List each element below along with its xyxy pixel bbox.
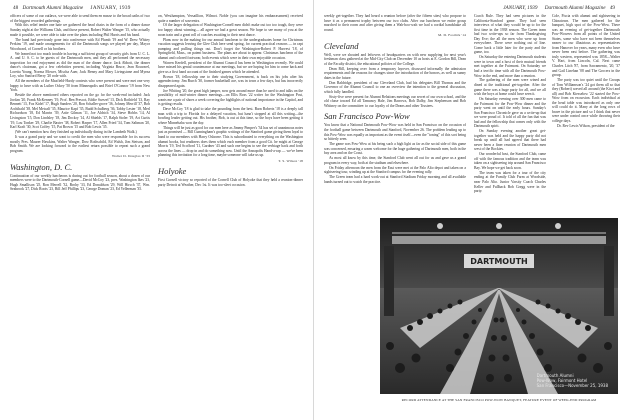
paragraph: The team was taken for a tour of the city ending at the Family Club Farm at Woodside, near Palo Alto. Junior Varsity Coach Charles Keller and Fullback Bob Gregg were in the party. <box>474 170 546 194</box>
paragraph: Joe Whiting '20, the great high jumper, now gets around more than he used to and talks on the possibility of mid-winter dinner meetings—on Ellis Ross '22 writer for the Washington Post, wants me a pair of shoes a week covering the highlights of national importance in the Capitol, and is getting results. <box>158 88 303 107</box>
paragraph: (We can't mention how they finished up individually dining in the Lambeth Walk.) <box>15 130 137 135</box>
paragraph: Well, were we shouted and leftovers of headquarters on with new supplying for next year's freshman class gathered at the Mid-City Club on December 10 as hosts at E. Gordon Bill, Dean of the Faculty district, the educational policies of the College. <box>324 52 466 66</box>
issue-date: JANUARY, 1939 <box>503 5 538 11</box>
paragraph: We leaned not too much trouble in having a sufficient group of security girls from U. C. L. A. and U. S. C. to be guests of the Dartmouth men, and they all performed the necessary inspection for real enjoyment as did the man of the dinner dance. Jack Abbott, the dinner dance's chairman, got a few celebrities present, including Virginia Bruce, Jean Rouvarel, Loretta Young, Norma Mower, Mischa Auer, Jack Benny and Mary Livingstone and Myrna Loy, who Sanford Berry '20 rode with. <box>10 51 150 79</box>
page-number: 48 <box>13 5 19 11</box>
signature: M. D. Fosdick '14 <box>438 33 466 38</box>
column-5 <box>552 14 620 214</box>
paragraph: Don Baldridge, president of our Cleveland Club, had his delegates Bill Thomas and the Governor of the Alumni Council to one an overview the intention to the general discussion, which fully handled. <box>324 80 466 94</box>
paragraph: The Green team had a hard work-out at Stanford Stadium Friday morning and all available hands turned out to watch the practice. <box>324 175 466 184</box>
section-heading-san-francisco: San Francisco Pow-Wow <box>324 111 410 122</box>
paragraph: Our wonderful host, the Stanford Club, came off with the famous tradition and the team was taken on a sightseeing trip around San Francisco Bay. We hope we get back soon. <box>474 152 546 170</box>
paragraph: You know that a National Dartmouth Pow-Wow was held in San Francisco on the occasion of the football game between Dartmouth and Stanford, November 26. The problem leading up to this Pow-Wow was equally as important as the event itself—even the "toning" of this sort being so bitterly seen. <box>324 123 466 142</box>
paragraph: Cole, Fiscia with alumni and sightseeing in Chinatown. The men gathered for the banquet, high spot of the Pow-Wow. There was an evening of get-together Dartmouth Pow-Wowers from all points of the United States, some who have not been themselves nearer to our illustrious as representatives from Hanover for years, many even who have never been east before. The gathering was truly western, represented was 1858—Walter V. Hart, from Lincoln, Cal. Next came Charles Litch '87, from Sacramento, '20, '37 and Gail Linehan '08 and The Grocers in the group. <box>552 14 620 78</box>
paragraph: Plans now in the making for our annual luncheon to the undergraduates home for Christmas vacation suggests leaving the Glee Club here send spring, for current practical reasons — in rapt pumping and pulling things out. Don't forget the Washington-Robert P. Harvest '18, of Springfield, Mass., on patent business. The plans are about to appear. Christmas luncheon of the alumni and colored footwear, both events which were in their own enjoyable occasion. <box>158 37 303 60</box>
photo-inset-caption: Dartmouth Alumni Pow-Wow, Fairmont Hotel San Francisco—November 25, 1938 <box>536 373 608 388</box>
section-heading-cleveland: Cleveland <box>324 40 359 51</box>
column-1 <box>10 14 150 414</box>
paragraph: Continuation of our weekly luncheons is during out for football season, about a dozen of our members were to the Dartmouth-Cornell game—David McCoy '23, pres. Washington Ikes '23, Hugh Smallison '25, Ron Merrell '32, Brohy '33, Ed Donaldson '29, Will Hirsch '37, Wm. Seabrook '27, Dick Roots '23, Bill Jeff Phillips '23, George Doman '23, Ed Yellerman '35. <box>10 173 150 192</box>
paragraph: With this relief tender one hate we gathered the head chairs in the form of a dinner dance Sunday night at the Williams Club, and those present, Robert Walter Wanger '15, who actually made it possible, we were able to take over the plans including Phil Harris and his band. <box>10 23 150 37</box>
paragraph: On Saturday the entering Dartmouth students were in town and a host of their mutual friends met together at the Fairmont. On Saturday we had a terrific time with all the Dartmouth Pow-Wow in the end, and more than a reunion. <box>474 55 546 78</box>
paragraph: As most all know by this time, the Stanford Club went all out for us and gave us a grand program in every way, both at the stadium and elsewhere. <box>324 156 466 165</box>
paragraph: officers of some of our outlaws, we were able to send them en masse to the broad oaths of two of the biggest recorded gatherings. <box>10 14 150 23</box>
section-heading-washington: Washington, D. C. <box>10 161 73 172</box>
magazine-title: Dartmouth Alumni Magazine <box>22 5 84 11</box>
paragraph: weekly get-together. They had heard a reunion before (after the fifteen sites) who propose to have it as a permanent trophy between our two clubs. After our luncheon we entire group marched to their room and after giving them a Wah-hoo-wah we had a cordial handshake all round. <box>324 14 466 32</box>
paragraph: On Sunday evening another great get-together was held and the happy party did not break up until all had agreed that there had never been a finer reunion of Dartmouth men west of the Rockies. <box>474 129 546 152</box>
svg-text:DARTMOUTH: DARTMOUTH <box>470 257 528 266</box>
page-number: 49 <box>609 5 615 11</box>
banquet-photo-illustration <box>380 218 618 394</box>
signature: Walter D. Douglas II '33 <box>112 154 150 159</box>
paragraph: First Cornell victory so reported of the Cornell Club of Holyoke that they held a reunion-dinner party Detroit at Weather, Dec 1st. It was too-sleet occasion. <box>158 178 303 187</box>
running-header-left <box>10 5 131 11</box>
paragraph: Of the larger delegation of Washington-Cornell men didn't make out too too tough, they were too happy about winning— all agree we had a great season. We hope to see many of you at the noon train and a great roll of coaches awaiting to their next dance. <box>158 23 303 37</box>
paragraph: The gathering of the men were wined and dined at the traditional get-together. After the game there was a huge party for all, and we all wish the boys at home could have seen it. <box>474 78 546 97</box>
column-2 <box>158 14 303 414</box>
paragraph: On Saturday evening over 300 men came to the Fairmont for the Pow-Wow dinner and the party went on until the early hours. Sunday's San Francisco Chronicle gave us a write-up that we were proud of. It told of all the fun that was had and the fellowship that comes only with the Dartmouth spirit. <box>474 97 546 129</box>
paragraph: Warren Kerdell, president of the Alumni Council has been in Washington recently. We could have missed his genial countenance at our meetings, but we are hoping for him to come back and give us a first hand account of the finished games which he attended. <box>158 60 303 74</box>
paragraph: Dr. Rev Lewis Wilson, president of the <box>557 123 615 128</box>
issue-date: JANUARY, 1939 <box>90 5 131 11</box>
paragraph: Beside the above mentioned others reported on the go for the week-end included: Jack Jordan '20, Frank McKenney '19, Prof. Ben Prescot, Eddie Swezel '13, Dick Rothfeld '13, Ray Bennett '13, Fox Kidel '17, Hugh Sanders '20, Ron Schaller-grove '36, Johnny Merrill '37, Bob Archibald '38, Mel Metcalf '35, Maurice Kapf '35, Budd Schulberg '36, Tabby Lester '18, Merl Richardson '18, Ed Marrin '39, Artie Gilman '11, Joe Aldrich '34, Steve Hobbs '14, Al Livingston '15, Don Lindsley '18, Jim Dockry '14, Al Shields '17, Ralph Stoler '19, Art Curtis '19, Lou Tonker '29, Charlie Baxter '38, Robert Harper '17, Allen Fried '34, Tom Saltman '20, Karl Kraft '30, Scot Coffey '15, Pat Brown '15 and Bob Lewis '35. <box>10 93 150 130</box>
signature: T. S. Wilson '18 <box>278 158 303 163</box>
paragraph: Sixty-five were present for Alumni Relations meetings our secret of our own school, and the old chase toward Ed all Tamuncy Hale, Jim Barrows, Bob Dalby, Jim Stephenson and Bob Whitney on the committee: to our loyalty of the Deans and other Trustees. <box>324 94 466 108</box>
column-4 <box>474 14 546 214</box>
photo-caption: RECORD ATTENDANCE AT THE SAN FRANCISCO POW-WOW BANQUET, FEATURE EVENT OF WEEK-END PROGRAM <box>401 398 597 402</box>
running-header-right <box>503 5 618 11</box>
paragraph: Brown '18, fellowship one to their studying Government, is back on his jobs after his appendectomy. Jim Burch '30, former basketball ace, was in town a few days, but has incorrectly disappeared again. <box>158 74 303 88</box>
paragraph: on, Westhampton, Versaillion, Wilmot. Noble (you can imagine his embarrassment) received quite a number of souvenirs. <box>158 14 303 23</box>
paragraph: Things will be just as good for our men here as Jimmy Pimper's '34 has set of unanimous notes just as promised — Bill Cunningham's graphic writings of the Stanford game giving them loyal to hand to our members with Harry Osborne. This is subordinated to everything on the Washington alumni books, but readiness does them which each member from a good Cit. he might at George Morris '19, Ted Scofford '11, Gardner '43 and such one begins to see the verbiage back and forth across the lines — drop in and do something now. Until the Annapolis Hand-a-rap — we've been planning this invitation for a long time, maybe someone will take us up. <box>158 125 303 158</box>
paragraph: It was a grand party and we want to credit the men who were responsible for its success mostly Pres. Maurer Hawkins, Walter Wanger, Dow Rothschild, Ed Walsh, Jim Stetson, and Bob Smith. We are looking forward to the earliest return possible to repeat such a grand program. <box>10 134 150 153</box>
paragraph: On Friday afternoon the men from the East were met at the Palo Alto depot and taken on a sightseeing tour, winding up at the Stanford campus for the evening rally. <box>324 165 466 175</box>
paragraph: The game was Pow-Wow at his being such a high light as far as the social side of this game was concerned, ensuring a warm welcome for the huge gathering of Dartmouth men, both in the bay area and on the Coast. <box>324 142 466 156</box>
section-heading-holyoke: Holyoke <box>158 166 187 177</box>
paragraph: Coach Rule. They had seen pictures in the California-Stanford game. They had seen interviews of what they would be up to for the first time in the 1938 season. The Green team had two write-ups so far from Thanksgiving Day Eve; the all the men who were up from everywhere. There were nothing out of line. Come back a little later for the party and the game, too. <box>474 14 546 55</box>
paragraph: All the members of the Maxfield-Hardy contests who were present and were met one very happy to have with us Luther Ockey '50 from Minneapolis and Brief O'Connor '19 from New York. <box>10 79 150 93</box>
paragraph: Dave McCoy '18 is glad to take the pounding from the best. Barn Roberts '18 is a deeply tall man with a trip to Florida for a delayed vacation, but hasn't stopped at all this writing—the bowling leader getting out. His brother, Bob, is out at this time, so the boys have been getting it where Minnehaha won the day. <box>158 107 303 125</box>
paragraph: Dean Bill, keeping over from a temporary layover, discussed informally the admission requirements and the reasons for changes since the introduction of the honors, as well as sunny dates in the future. <box>324 66 466 80</box>
paragraph: The party was too quiet until the Groups of Tom Williamson's '24 got them all so that they (Robert) waved all around (the Kiwi and all) and Bob Kiesselow '22 started the Pow-Wow from on excursion. Each individual at the head table was introduced as only one will could do it. Many at the long rows of brave in the picture and so I think that never were under control once while throwing their college days. <box>552 78 620 123</box>
banquet-photo <box>380 218 618 394</box>
paragraph: The band had previously gone into conference with Ed Plumb '19 and W. Drew Whitey Perkins '19, and made arrangements for all the Dartmouth songs we played per day, Mayor Woodward, of Cornell or his brothers. <box>10 37 150 51</box>
magazine-title: Dartmouth Alumni Magazine <box>544 5 606 11</box>
